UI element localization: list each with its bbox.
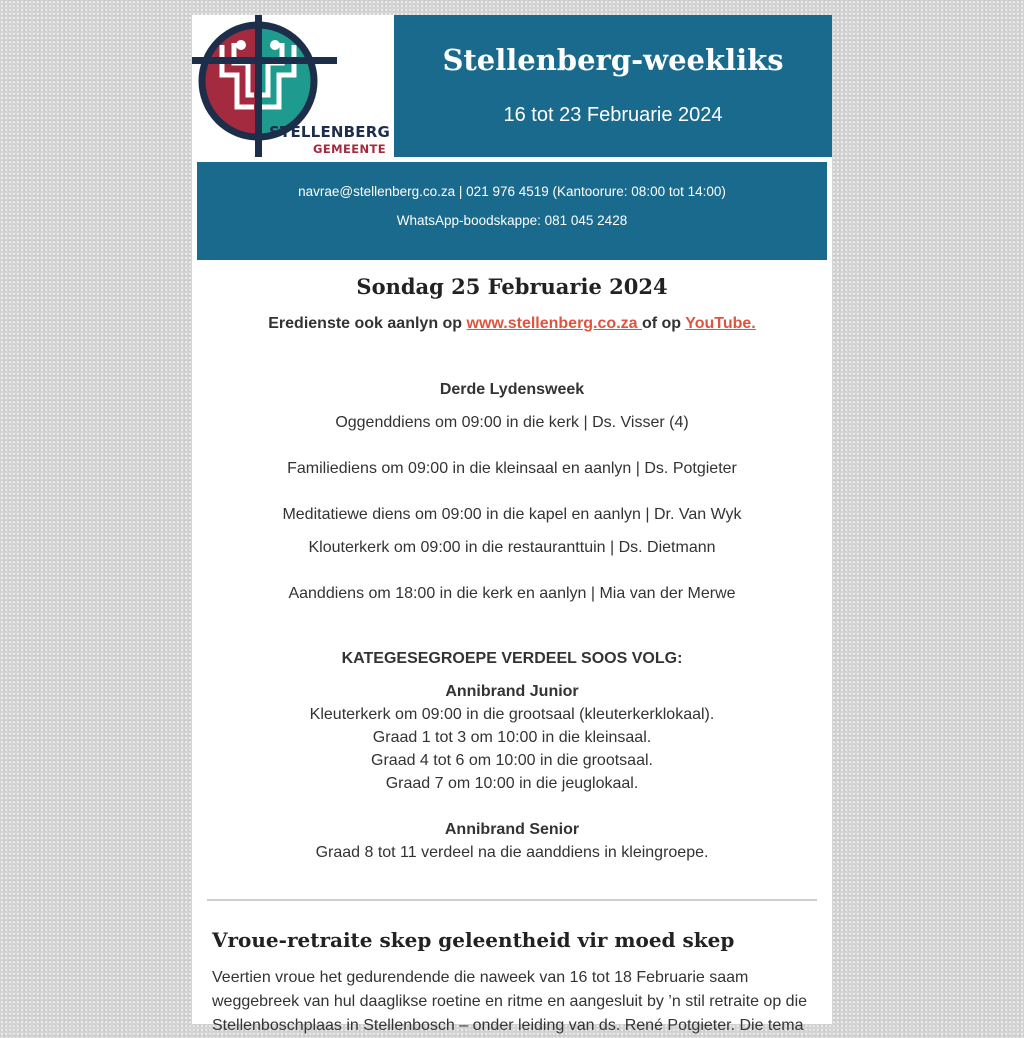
service-item: Familiediens om 09:00 in die kleinsaal en aanlyn | Ds. Potgieter <box>287 460 737 477</box>
service-item: Klouterkerk om 09:00 in die restauranttuin | Ds. Dietmann <box>308 539 716 556</box>
catechism-heading: KATEGESEGROEPE VERDEEL SOOS VOLG: <box>341 650 683 667</box>
senior-line: Graad 8 tot 11 verdeel na die aanddiens in kleingroepe. <box>315 844 709 861</box>
logo-name: STELLENBERG <box>269 123 390 141</box>
junior-line: Graad 1 tot 3 om 10:00 in die kleinsaal. <box>372 729 652 746</box>
article-body: Veertien vroue het gedurendende die naweek van 16 tot 18 Februarie saam weggebreek van hul daaglikse roetine en ritme en aangesluit by ’n stil retraite op die Stellenboschplaas in Stellenbosch – onder leiding van ds. René Potgieter. Die tema <box>212 969 808 1034</box>
newsletter-page <box>192 15 832 1034</box>
junior-title: Annibrand Junior <box>445 683 579 700</box>
newsletter-header <box>192 15 832 157</box>
article-title: Vroue-retraite skep geleentheid vir moed skep <box>212 928 735 952</box>
online-mid: of op <box>641 315 686 332</box>
newsletter-title: Stellenberg-weekliks <box>442 43 784 77</box>
contact-banner <box>197 162 827 260</box>
date-range: 16 tot 23 Februarie 2024 <box>503 104 723 126</box>
youtube-link[interactable]: YouTube. <box>685 315 756 332</box>
service-item: Aanddiens om 18:00 in die kerk en aanlyn | Mia van der Merwe <box>288 585 736 602</box>
logo-subtitle: GEMEENTE <box>313 142 386 156</box>
contact-email-phone: navrae@stellenberg.co.za | 021 976 4519 (Kantoorure: 08:00 tot 14:00) <box>298 184 726 199</box>
sunday-heading: Sondag 25 Februarie 2024 <box>356 274 668 299</box>
senior-title: Annibrand Senior <box>444 821 580 838</box>
contact-whatsapp: WhatsApp-boodskappe: 081 045 2428 <box>396 213 628 228</box>
junior-line: Kleuterkerk om 09:00 in die grootsaal (kleuterkerklokaal). <box>309 706 715 723</box>
section-divider <box>207 899 817 901</box>
title-banner <box>394 15 832 157</box>
online-prefix: Eredienste ook aanlyn op <box>268 315 467 332</box>
church-logo[interactable] <box>192 15 394 157</box>
service-item: Meditatiewe diens om 09:00 in die kapel en aanlyn | Dr. Van Wyk <box>282 506 742 523</box>
junior-line: Graad 7 om 10:00 in die jeuglokaal. <box>385 775 639 792</box>
website-link[interactable]: www.stellenberg.co.za <box>466 315 642 332</box>
week-name: Derde Lydensweek <box>439 381 585 398</box>
junior-line: Graad 4 tot 6 om 10:00 in die grootsaal. <box>371 752 653 769</box>
online-services-line <box>192 315 832 333</box>
service-item: Oggenddiens om 09:00 in die kerk | Ds. Visser (4) <box>335 414 689 431</box>
